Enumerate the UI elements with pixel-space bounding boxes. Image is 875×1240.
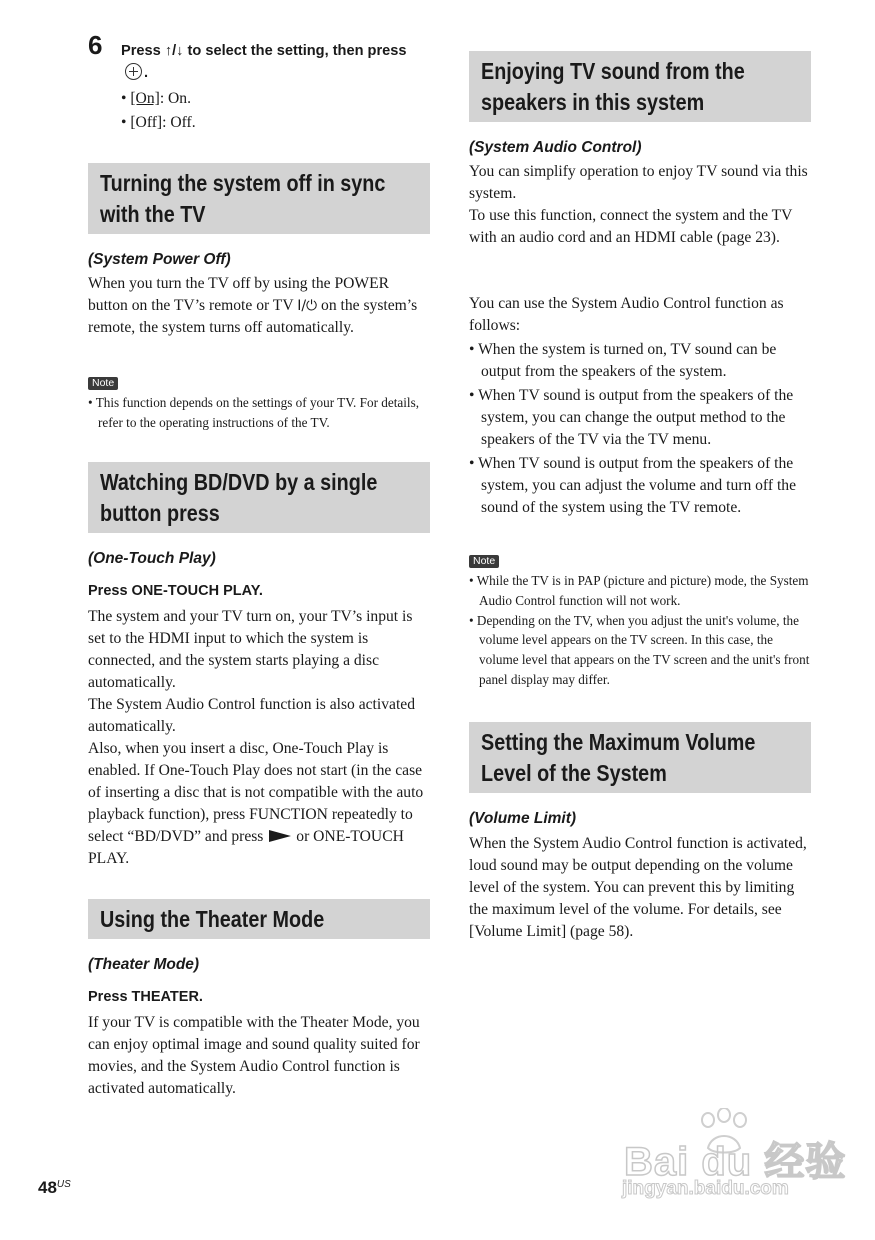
power-off-body xyxy=(88,273,430,339)
bullet-item: • When TV sound is output from the speakers of the system, you can change the output method to the speakers of the TV via the TV menu. xyxy=(469,387,794,448)
section-header-tv-sound xyxy=(469,51,811,122)
step-instruction-a: Press xyxy=(121,43,165,59)
section-title: Using the Theater Mode xyxy=(100,906,325,932)
section-header-theater xyxy=(88,899,430,939)
step-instruction-b: to select the setting, then press xyxy=(183,43,407,59)
power-off-body-a: When you turn the TV off by using the POWER button on the TV’s remote or TV xyxy=(88,275,390,314)
watermark xyxy=(618,1108,847,1208)
enter-button-icon xyxy=(125,63,142,80)
option-on-key: [On] xyxy=(130,90,160,107)
section-title-line1: Setting the Maximum Volume xyxy=(481,729,756,755)
section-header-power-off xyxy=(88,163,430,234)
step-instruction-end: . xyxy=(144,65,149,81)
note-badge: Note xyxy=(469,555,499,568)
section-title-line2: button press xyxy=(100,500,220,526)
subtitle-system-power-off: (System Power Off) xyxy=(88,251,231,268)
note-item: • This function depends on the settings of your TV. For details, refer to the operating instructions of the TV. xyxy=(88,395,419,430)
tv-sound-para1: You can simplify operation to enjoy TV sound via this system. xyxy=(469,163,808,202)
subtitle-theater-mode: (Theater Mode) xyxy=(88,956,200,973)
power-off-body-b: on the system’s remote, the system turns off automatically. xyxy=(88,297,418,336)
note-item: • Depending on the TV, when you adjust the unit's volume, the volume level appears on the TV screen. In this case, the volume level that appears on the TV screen and the unit's front panel display may differ. xyxy=(469,612,810,687)
tv-sound-bullets xyxy=(469,339,811,521)
section-title-line1: Watching BD/DVD by a single xyxy=(100,469,378,495)
bullet-item: • When the system is turned on, TV sound can be output from the speakers of the system. xyxy=(469,341,777,380)
one-touch-para1: The system and your TV turn on, your TV’s input is set to the HDMI input to which the system is connected, and the system starts playing a disc automatically. xyxy=(88,608,413,691)
bullet-item-text: When TV sound is output from the speakers of the system, you can change the output method to the speakers of the TV via the TV menu. xyxy=(478,387,794,448)
note-item-text: This function depends on the settings of your TV. For details, refer to the operating instructions of the TV. xyxy=(95,395,419,430)
note-badge: Note xyxy=(88,377,118,390)
subtitle-system-audio-control: (System Audio Control) xyxy=(469,139,642,156)
watermark-sub-text: jingyan.baidu.com xyxy=(622,1178,789,1199)
note-item: • While the TV is in PAP (picture and picture) mode, the System Audio Control function will not work. xyxy=(469,573,809,608)
subtitle-volume-limit: (Volume Limit) xyxy=(469,810,577,827)
arrow-up-down-icon: ↑/↓ xyxy=(164,43,184,59)
subtitle-one-touch-play: (One-Touch Play) xyxy=(88,550,216,567)
one-touch-para2: The System Audio Control function is also activated automatically. xyxy=(88,696,415,735)
press-one-touch-play: Press ONE-TOUCH PLAY. xyxy=(88,583,263,599)
play-icon xyxy=(269,830,291,842)
one-touch-para3-b: or ONE-TOUCH PLAY. xyxy=(88,828,404,867)
section-title-line2: with the TV xyxy=(100,201,206,227)
watermark-main-text: Bai du 经验 xyxy=(624,1140,847,1184)
theater-body: If your TV is compatible with the Theater Mode, you can enjoy optimal image and sound quality suited for movies, and the System Audio Control function is activated automatically. xyxy=(88,1014,420,1097)
power-icon: I/⏻ xyxy=(297,298,318,314)
page-number xyxy=(38,1178,71,1198)
page-number-value: 48 xyxy=(38,1178,57,1197)
tv-sound-notes xyxy=(469,571,811,690)
step-instruction xyxy=(121,40,421,84)
section-title-line1: Enjoying TV sound from the xyxy=(481,58,745,84)
step-number: 6 xyxy=(88,30,103,60)
option-off-rest: : Off. xyxy=(162,114,196,131)
tv-sound-para2: To use this function, connect the system and the TV with an audio cord and an HDMI cable (page 23). xyxy=(469,207,793,246)
option-off: • [Off]: Off. xyxy=(121,114,196,131)
one-touch-para3 xyxy=(88,738,430,870)
note-item-text: While the TV is in PAP (picture and picture) mode, the System Audio Control function will not work. xyxy=(476,573,809,608)
tv-sound-para3: You can use the System Audio Control function as follows: xyxy=(469,295,784,334)
one-touch-para3-a: Also, when you insert a disc, One-Touch Play is enabled. If One-Touch Play does not start (in the case of inserting a disc that is not compatible with the auto playback function), press FUNCTION repeatedly to select “BD/DVD” and press xyxy=(88,740,424,845)
bullet-item-text: When TV sound is output from the speakers of the system, you can adjust the volume and turn off the sound of the system using the TV remote. xyxy=(478,455,796,516)
section-header-one-touch xyxy=(88,462,430,533)
option-on: • [On]: On. xyxy=(121,90,191,107)
step-options xyxy=(121,87,196,135)
note-item-text: Depending on the TV, when you adjust the unit's volume, the volume level appears on the TV screen. In this case, the volume level that appears on the TV screen and the unit's front panel display may differ. xyxy=(476,612,810,687)
option-off-key: [Off] xyxy=(130,114,163,131)
press-theater: Press THEATER. xyxy=(88,989,203,1005)
volume-limit-body: When the System Audio Control function is activated, loud sound may be output depending on the volume level of the system. You can prevent this by limiting the maximum level of the volume. For details, see [Volume Limit] (page 58). xyxy=(469,835,807,940)
section-header-volume-limit xyxy=(469,722,811,793)
bullet-item-text: When the system is turned on, TV sound can be output from the speakers of the system. xyxy=(478,341,777,380)
section-title-line1: Turning the system off in sync xyxy=(100,170,386,196)
option-on-rest: : On. xyxy=(159,90,191,107)
power-off-notes xyxy=(88,393,430,433)
section-title-line2: Level of the System xyxy=(481,760,667,786)
bullet-item: • When TV sound is output from the speakers of the system, you can adjust the volume and turn off the sound of the system using the TV remote. xyxy=(469,455,796,516)
section-title-line2: speakers in this system xyxy=(481,89,705,115)
page-region: US xyxy=(56,1179,71,1190)
